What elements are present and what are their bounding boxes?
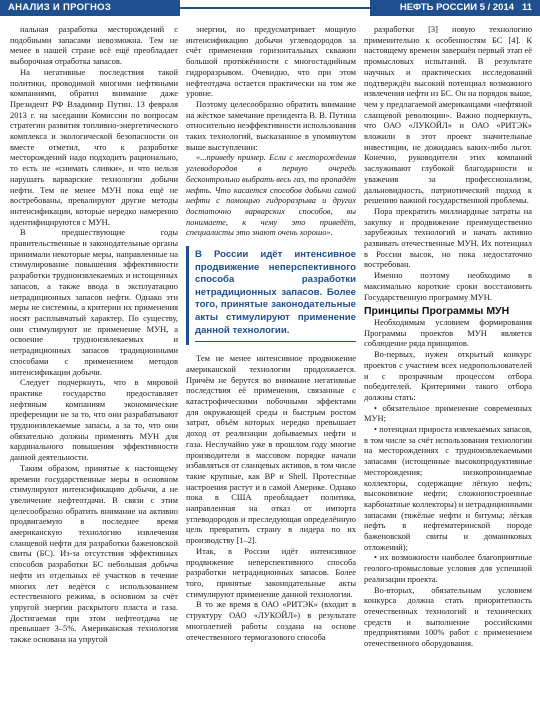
section-label: АНАЛИЗ И ПРОГНОЗ xyxy=(0,0,180,16)
paragraph: нальная разработка месторождений с подобными запасами невозможна. Тем не менее в нашей стране всё ещё преобладает выборочная отработка запасов. xyxy=(10,24,178,67)
bullet-item: • их возможности наиболее благоприятные геолого-промысловые условия для успешной реализации проекта. xyxy=(364,552,532,584)
paragraph: Следует подчеркнуть, что в мировой практике государство предоставляет нефтяным компаниям экономические преференции не за то, что они разрабатывают трудноизвлекаемые запасы, а за то, что они обязательно должны применять МУН для кардинального повышения эффективности данной деятельности. xyxy=(10,377,178,463)
text-column-3 xyxy=(364,24,532,649)
page-number: 11 xyxy=(521,2,532,13)
pull-quote xyxy=(186,246,356,345)
paragraph: Во-вторых, обязательным условием конкурса должна стать приоритетность отечественных технологий и технических средств и выполнение российскими предприятиями 100% работ с применением отечественного оборудования. xyxy=(364,584,532,649)
paragraph: Пора прекратить миллиардные затраты на закупку и продвижение преимущественно зарубежных технологий и начать активно развивать отечественные МУН. Их потенциал в России высок, но пока недостаточно востребован. xyxy=(364,205,532,270)
text-column-1 xyxy=(10,24,178,645)
paragraph: Именно поэтому необходимо в максимально короткие сроки восстановить Государственную программу МУН. xyxy=(364,270,532,302)
text-column-2 xyxy=(186,24,356,642)
paragraph: В то же время в ОАО «РИТЭК» (входит в структуру ОАО «ЛУКОЙЛ») в результате многолетней работы создана на основе отечественного термогазового способа xyxy=(186,599,356,642)
page-header xyxy=(0,0,540,18)
paragraph: Итак, в России идёт интенсивное продвижение неперспективного способа разработки нетрадиционных запасов. Более того, принятые законодательные акты стимулируют применение данной технологии. xyxy=(186,545,356,599)
paragraph: Во-первых, нужен открытый конкурс проектов с участием всех недропользователей и с прозрачным процессом отбора победителей. Критериями такого отбора должны стать: xyxy=(364,349,532,402)
section-heading: Принципы Программы МУН xyxy=(364,305,510,318)
paragraph: Необходимым условием формирования Программы проектов МУН является соблюдение ряда принципов. xyxy=(364,316,532,349)
pull-quote-rule xyxy=(195,341,356,342)
pull-quote-text: В России идёт интенсивное продвижение неперспективного способа разработки нетрадиционных запасов. Более того, принятые законодательные акты стимулируют применение данной технологии. xyxy=(195,249,356,336)
paragraph: Таким образом, принятые к настоящему времени государственные меры в основном стимулируют интенсификацию добычи, а не увеличение нефтеотдачи. В связи с этим целесообразно обратить внимание на активно продвигаемую в последнее время американскую технологию извлечения сланцевой нефти для разработки баженовской свиты (БС). Из-за отсутствия эффективных способов разработки БС небольшая добыча нефти из отдельных её участков в течение многих лет ведётся с использованием естественного режима, в основном за счёт упругой энергии раскрытого пласта и газа. Достигаемая при этом нефтеотдача не превышает 3–5%. Американская технология также основана на упругой xyxy=(10,462,178,645)
header-right xyxy=(370,0,540,16)
paragraph: разработки [3] новую технологию применительно к особенностям БС [4]. К настоящему времени завершён первый этап её промысловых испытаний. В результате научных и практических исследований подтверждён высокий потенциал возможного извлечения нефти из БС. Он на порядок выше, чем у предлагаемой американцами «нефтяной сланцевой революции». Важно подчеркнуть, что ОАО «ЛУКОЙЛ» и ОАО «РИТЭК» вложили в этот проект значительные инвестиции, не дожидаясь каких-либо льгот. Конечно, руководители этих компаний заслуживают глубокой благодарности и уважения за профессионализм, дальновидность, патриотический подход к решению важной государственной проблемы. xyxy=(364,24,532,206)
paragraph: В предшествующие годы правительственные и законодательные органы принимали некоторые меры, направленные на стимулирование повышения эффективности разработки трудноизвлекаемых и истощенных запасов, а также ввода в эксплуатацию нетрадиционных запасов нефти. Однако эти меры не системны, а критерии их применения носят расплывчатый характер. По существу, они стимулируют не применение МУН, а освоение трудноизвлекаемых и нетрадиционных запасов традиционными способами с применением методов интенсификации добычи. xyxy=(10,227,178,377)
bullet-item: • потенциал прироста извлекаемых запасов, в том числе за счёт использования технологии на месторождениях с трудноизвлекаемыми запасами (истощенные высокопродуктивные месторождения; низкопроницаемые коллекторы, содержащие лёгкую нефть; высоковязкие нефти; сложнопостроенные карбонатные коллекторы) и нетрадиционными запасами (тяжёлые нефти и битумы; лёгкая нефть в нефтематеринской породе баженовской свиты и доманиковых отложений); xyxy=(364,424,532,552)
paragraph: Тем не менее интенсивное продвижение американской технологии продолжается. Причём не берутся во внимание негативные последствия её применения, связанные с катастрофическими побочными эффектами для окружающей среды и быстрым ростом затрат, объём которых нередко превышает доход от реализации добываемых нефти и газа. Неслучайно уже в прошлом году многие производители в массовом порядке начали избавляться от сланцевых активов, в том числе такие крупные, как BP и Shell. Протестные настроения растут и в самой Америке. Однако пока в США преобладает политика, направленная на отказ от импорта углеводородов и преследующая определённую цель превратить страну в лидера по их производству [1–2]. xyxy=(186,353,356,546)
paragraph: Поэтому целесообразно обратить внимание на жёсткое замечание президента В. В. Путина относительно неэффективности использования таких технологий, высказанное в упомянутом выше выступлении: xyxy=(186,98,356,152)
bullet-item: • обязательное применение современных МУН; xyxy=(364,402,532,424)
president-quote: «...приведу пример. Если с месторождения углеводородов в первую очередь бесконтрольно выбрать весь газ, то пропадёт нефть. Что касается способов добычи самой нефти с помощью гидроразрыва и других достаточно варварских способов, вы понимаете, к чему это приведёт, специалисты это знают очень хорошо». xyxy=(186,152,356,238)
header-rule xyxy=(180,7,370,9)
paragraph: энергии, но предусматривает мощную интенсификацию добычи углеводородов за счёт применения горизонтальных скважин большой протяжённости с многостадийным гидроразрывом. Очевидно, что при этом нефтеотдача остается практически на том же уровне. xyxy=(186,24,356,99)
magazine-issue: НЕФТЬ РОССИИ 5 / 2014 xyxy=(399,2,515,13)
paragraph: На негативные последствия такой политики, проводимой многими нефтяными компаниями, обратил внимание даже Президент РФ Владимир Путин. 13 февраля 2013 г. на заседании Комиссии по вопросам стратегии развития топливно-энергетического комплекса и экологической безопасности он вместе отметил, что к разработке месторождений надо подходить рационально, то есть не «снимать сливки», и что нельзя нарушать варварские технологии добычи нефти. Тем не менее МУН пока ещё не востребованы, превалируют другие методы интенсификации, которые нередко намеренно идентифицируются с МУН. xyxy=(10,66,178,227)
